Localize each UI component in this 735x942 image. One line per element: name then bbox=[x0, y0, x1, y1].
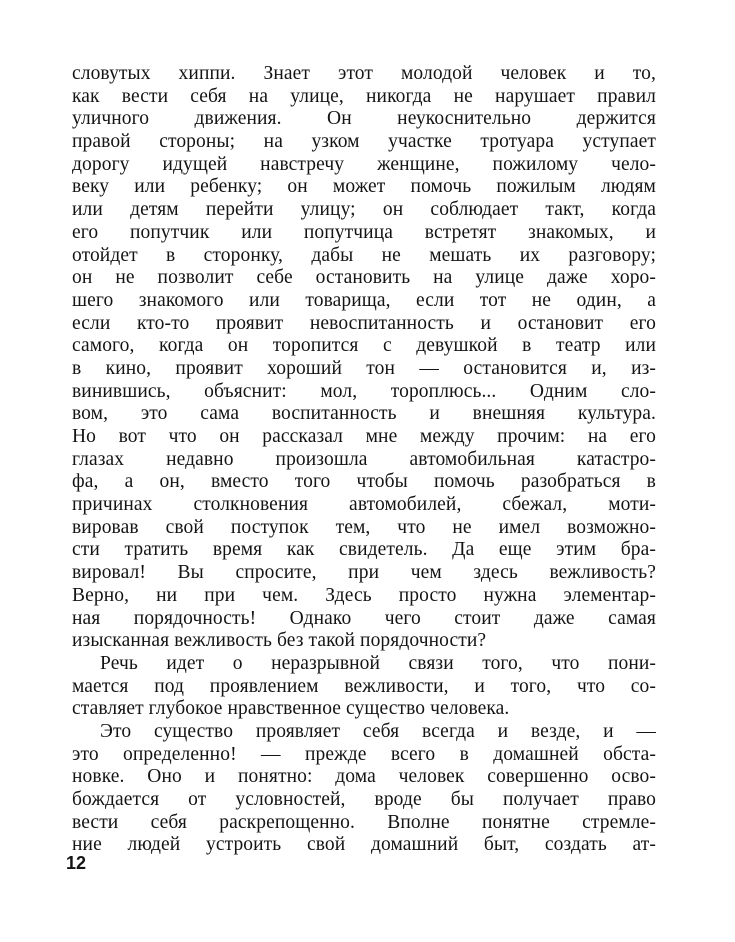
text-line: уличного движения. Он неукоснительно держится bbox=[72, 108, 656, 130]
text-line: вировал! Вы спросите, при чем здесь вежливость? bbox=[72, 562, 656, 584]
text-line: причинах столкновения автомобилей, сбежал, моти- bbox=[72, 494, 656, 516]
page-body-text bbox=[72, 63, 656, 857]
text-line: веку или ребенку; он может помочь пожилым людям bbox=[72, 176, 656, 198]
text-line: Это существо проявляет себя всегда и везде, и — bbox=[100, 720, 656, 742]
text-line: это определенно! — прежде всего в домашней обста- bbox=[72, 743, 656, 765]
text-line: фа, а он, вместо того чтобы помочь разобраться в bbox=[72, 471, 656, 493]
text-line: в кино, проявит хороший тон — остановится и, из- bbox=[72, 357, 656, 379]
text-line: вировав свой поступок тем, что не имел возможно- bbox=[72, 516, 656, 538]
text-line: отойдет в сторонку, дабы не мешать их разговору; bbox=[72, 244, 656, 266]
text-line: дорогу идущей навстречу женщине, пожилому чело- bbox=[72, 153, 656, 175]
text-line: самого, когда он торопится с девушкой в театр или bbox=[72, 335, 656, 357]
text-line: сти тратить время как свидетель. Да еще этим бра- bbox=[72, 539, 656, 561]
text-line: вом, это сама воспитанность и внешняя культура. bbox=[72, 403, 656, 425]
text-line: бождается от условностей, вроде бы получает право bbox=[72, 789, 656, 810]
text-line: Верно, ни при чем. Здесь просто нужна элементар- bbox=[72, 584, 656, 606]
text-line: ние людей устроить свой домашний быт, создать ат- bbox=[72, 834, 656, 856]
text-line: вести себя раскрепощенно. Вполне понятне стремле- bbox=[72, 811, 656, 833]
text-line: он не позволит себе остановить на улице даже хоро- bbox=[72, 267, 656, 289]
text-line: шего знакомого или товарища, если тот не один, а bbox=[72, 289, 656, 311]
text-line: Речь идет о неразрывной связи того, что пони- bbox=[100, 652, 656, 674]
text-line: глазах недавно произошла автомобильная катастро- bbox=[72, 448, 656, 470]
text-line: мается под проявлением вежливости, и того, что со- bbox=[72, 675, 656, 697]
text-line: как вести себя на улице, никогда не нарушает правил bbox=[72, 85, 656, 107]
text-line: ставляет глубокое нравственное существо человека. bbox=[72, 698, 510, 720]
text-line: или детям перейти улицу; он соблюдает такт, когда bbox=[72, 199, 656, 221]
text-line: правой стороны; на узком участке тротуара уступает bbox=[72, 131, 656, 153]
text-line: его попутчик или попутчица встретят знакомых, и bbox=[72, 221, 656, 243]
page-number: 12 bbox=[66, 853, 87, 873]
text-line: ная порядочность! Однако чего стоит даже самая bbox=[72, 607, 656, 629]
text-line: новке. Оно и понятно: дома человек совершенно осво- bbox=[72, 766, 656, 788]
text-line: словутых хиппи. Знает этот молодой человек и то, bbox=[72, 63, 656, 84]
text-line: Но вот что он рассказал мне между прочим: на его bbox=[72, 426, 656, 447]
text-line: винившись, объяснит: мол, тороплюсь... Одним сло- bbox=[72, 380, 656, 402]
text-line: если кто-то проявит невоспитанность и остановит его bbox=[72, 312, 656, 334]
text-line: изысканная вежливость без такой порядочности? bbox=[72, 630, 487, 652]
